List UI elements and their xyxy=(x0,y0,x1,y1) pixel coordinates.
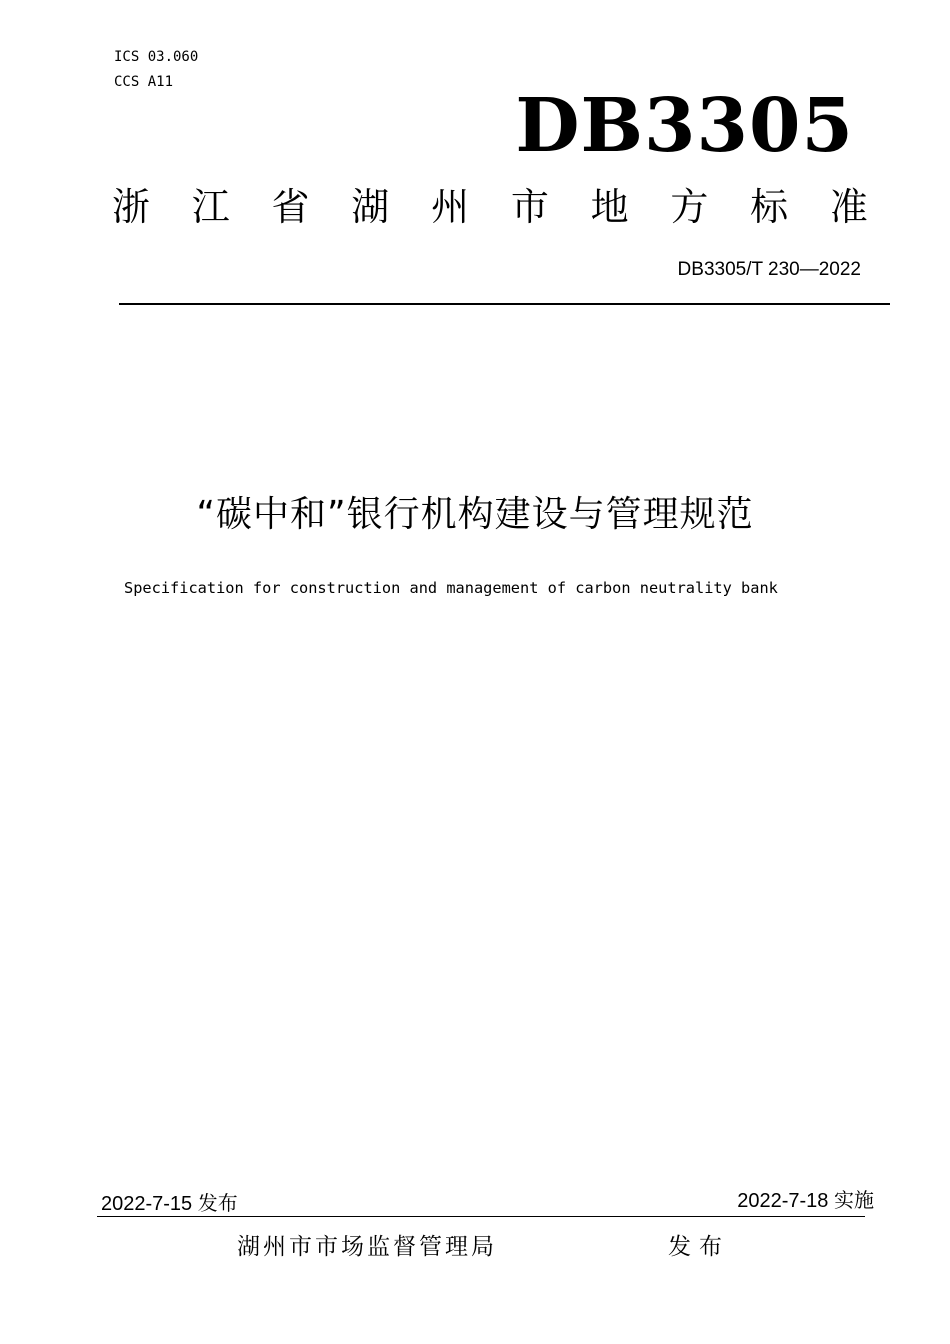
standard-type-char: 准 xyxy=(829,185,868,229)
ics-code: ICS 03.060 xyxy=(114,49,199,65)
document-title-english: Specification for construction and management of carbon neutrality bank xyxy=(124,579,778,597)
standard-type-heading xyxy=(112,184,868,230)
footer-divider xyxy=(97,1216,865,1217)
effective-date: 2022-7-18 实施 xyxy=(737,1190,874,1212)
standard-type-char: 方 xyxy=(670,185,709,229)
document-title: “碳中和”银行机构建设与管理规范 xyxy=(196,494,754,535)
standard-type-char: 省 xyxy=(271,185,310,229)
ccs-code: CCS A11 xyxy=(114,74,174,90)
publish-label: 发布 xyxy=(668,1234,730,1260)
standard-type-char: 地 xyxy=(590,185,629,229)
standard-number: DB3305/T 230—2022 xyxy=(677,259,861,280)
standard-type-char: 浙 xyxy=(112,185,151,229)
standard-type-char: 市 xyxy=(510,185,549,229)
header-divider xyxy=(119,303,890,305)
standard-code-logo: DB3305 xyxy=(515,83,854,169)
standard-type-char: 江 xyxy=(191,185,230,229)
standard-type-char: 州 xyxy=(431,185,470,229)
standard-type-char: 标 xyxy=(750,185,789,229)
release-date: 2022-7-15 发布 xyxy=(101,1193,238,1215)
issuing-authority: 湖州市市场监督管理局 xyxy=(237,1234,497,1260)
standard-type-char: 湖 xyxy=(351,185,390,229)
